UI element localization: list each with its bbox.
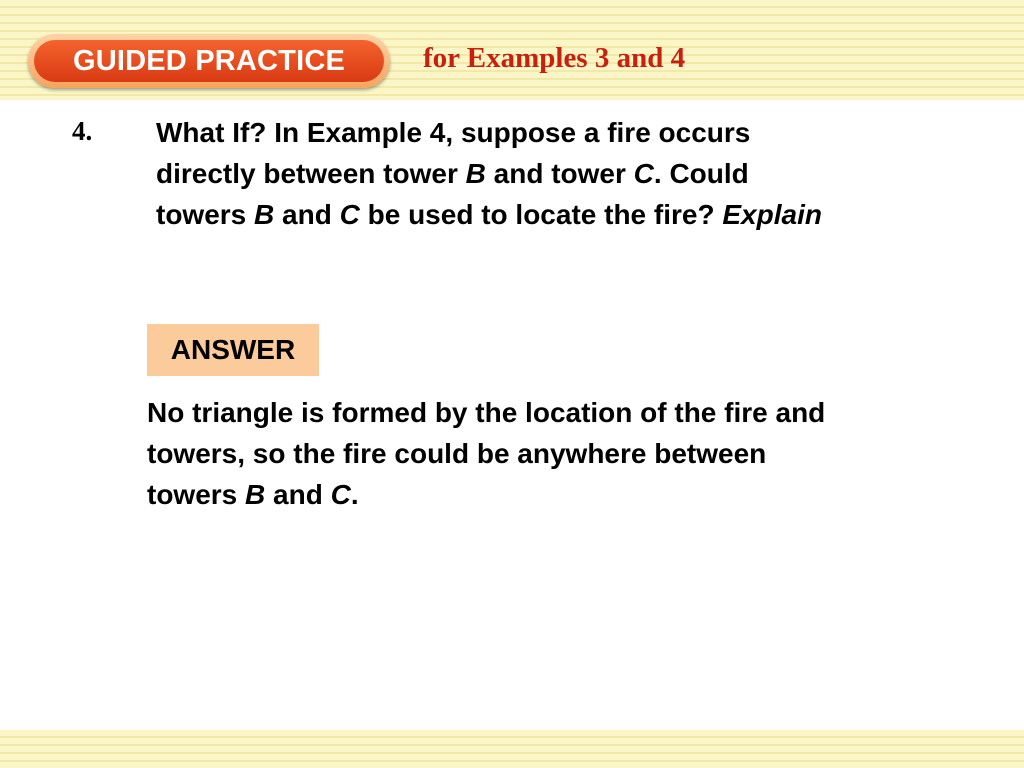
- answer-label: ANSWER: [147, 324, 319, 376]
- tower-b-italic: B: [254, 199, 275, 230]
- answer-line-3: [147, 474, 1007, 515]
- tower-c-italic: C: [330, 479, 351, 510]
- explain-italic: Explain: [722, 199, 822, 230]
- question-line-2: [156, 153, 1016, 194]
- question-text-span: and: [274, 199, 340, 230]
- answer-text-span: towers: [147, 479, 246, 510]
- question-text-span: towers: [156, 199, 255, 230]
- answer-line-1: No triangle is formed by the location of the fire and: [147, 397, 826, 428]
- answer-text-span: .: [350, 479, 359, 510]
- answer-line-2: towers, so the fire could be anywhere between: [147, 438, 767, 469]
- footer-band: [0, 730, 1024, 768]
- question-number: 4.: [72, 116, 93, 146]
- question-line-1: What If? In Example 4, suppose a fire occurs: [156, 117, 751, 148]
- tower-b-italic: B: [465, 158, 486, 189]
- guided-practice-badge: [28, 34, 390, 88]
- question-text-span: be used to locate the fire?: [359, 199, 723, 230]
- header-subtitle: for Examples 3 and 4: [423, 42, 686, 74]
- answer-text-span: and: [265, 479, 331, 510]
- tower-c-italic: C: [339, 199, 360, 230]
- tower-c-italic: C: [633, 158, 654, 189]
- question-text: [156, 112, 1016, 235]
- question-line-3: [156, 194, 1016, 235]
- badge-label: GUIDED PRACTICE: [34, 40, 384, 82]
- question-text-span: and tower: [485, 158, 634, 189]
- question-text-span: . Could: [653, 158, 749, 189]
- answer-text: [147, 392, 1007, 515]
- question-text-span: directly between tower: [156, 158, 466, 189]
- tower-b-italic: B: [245, 479, 266, 510]
